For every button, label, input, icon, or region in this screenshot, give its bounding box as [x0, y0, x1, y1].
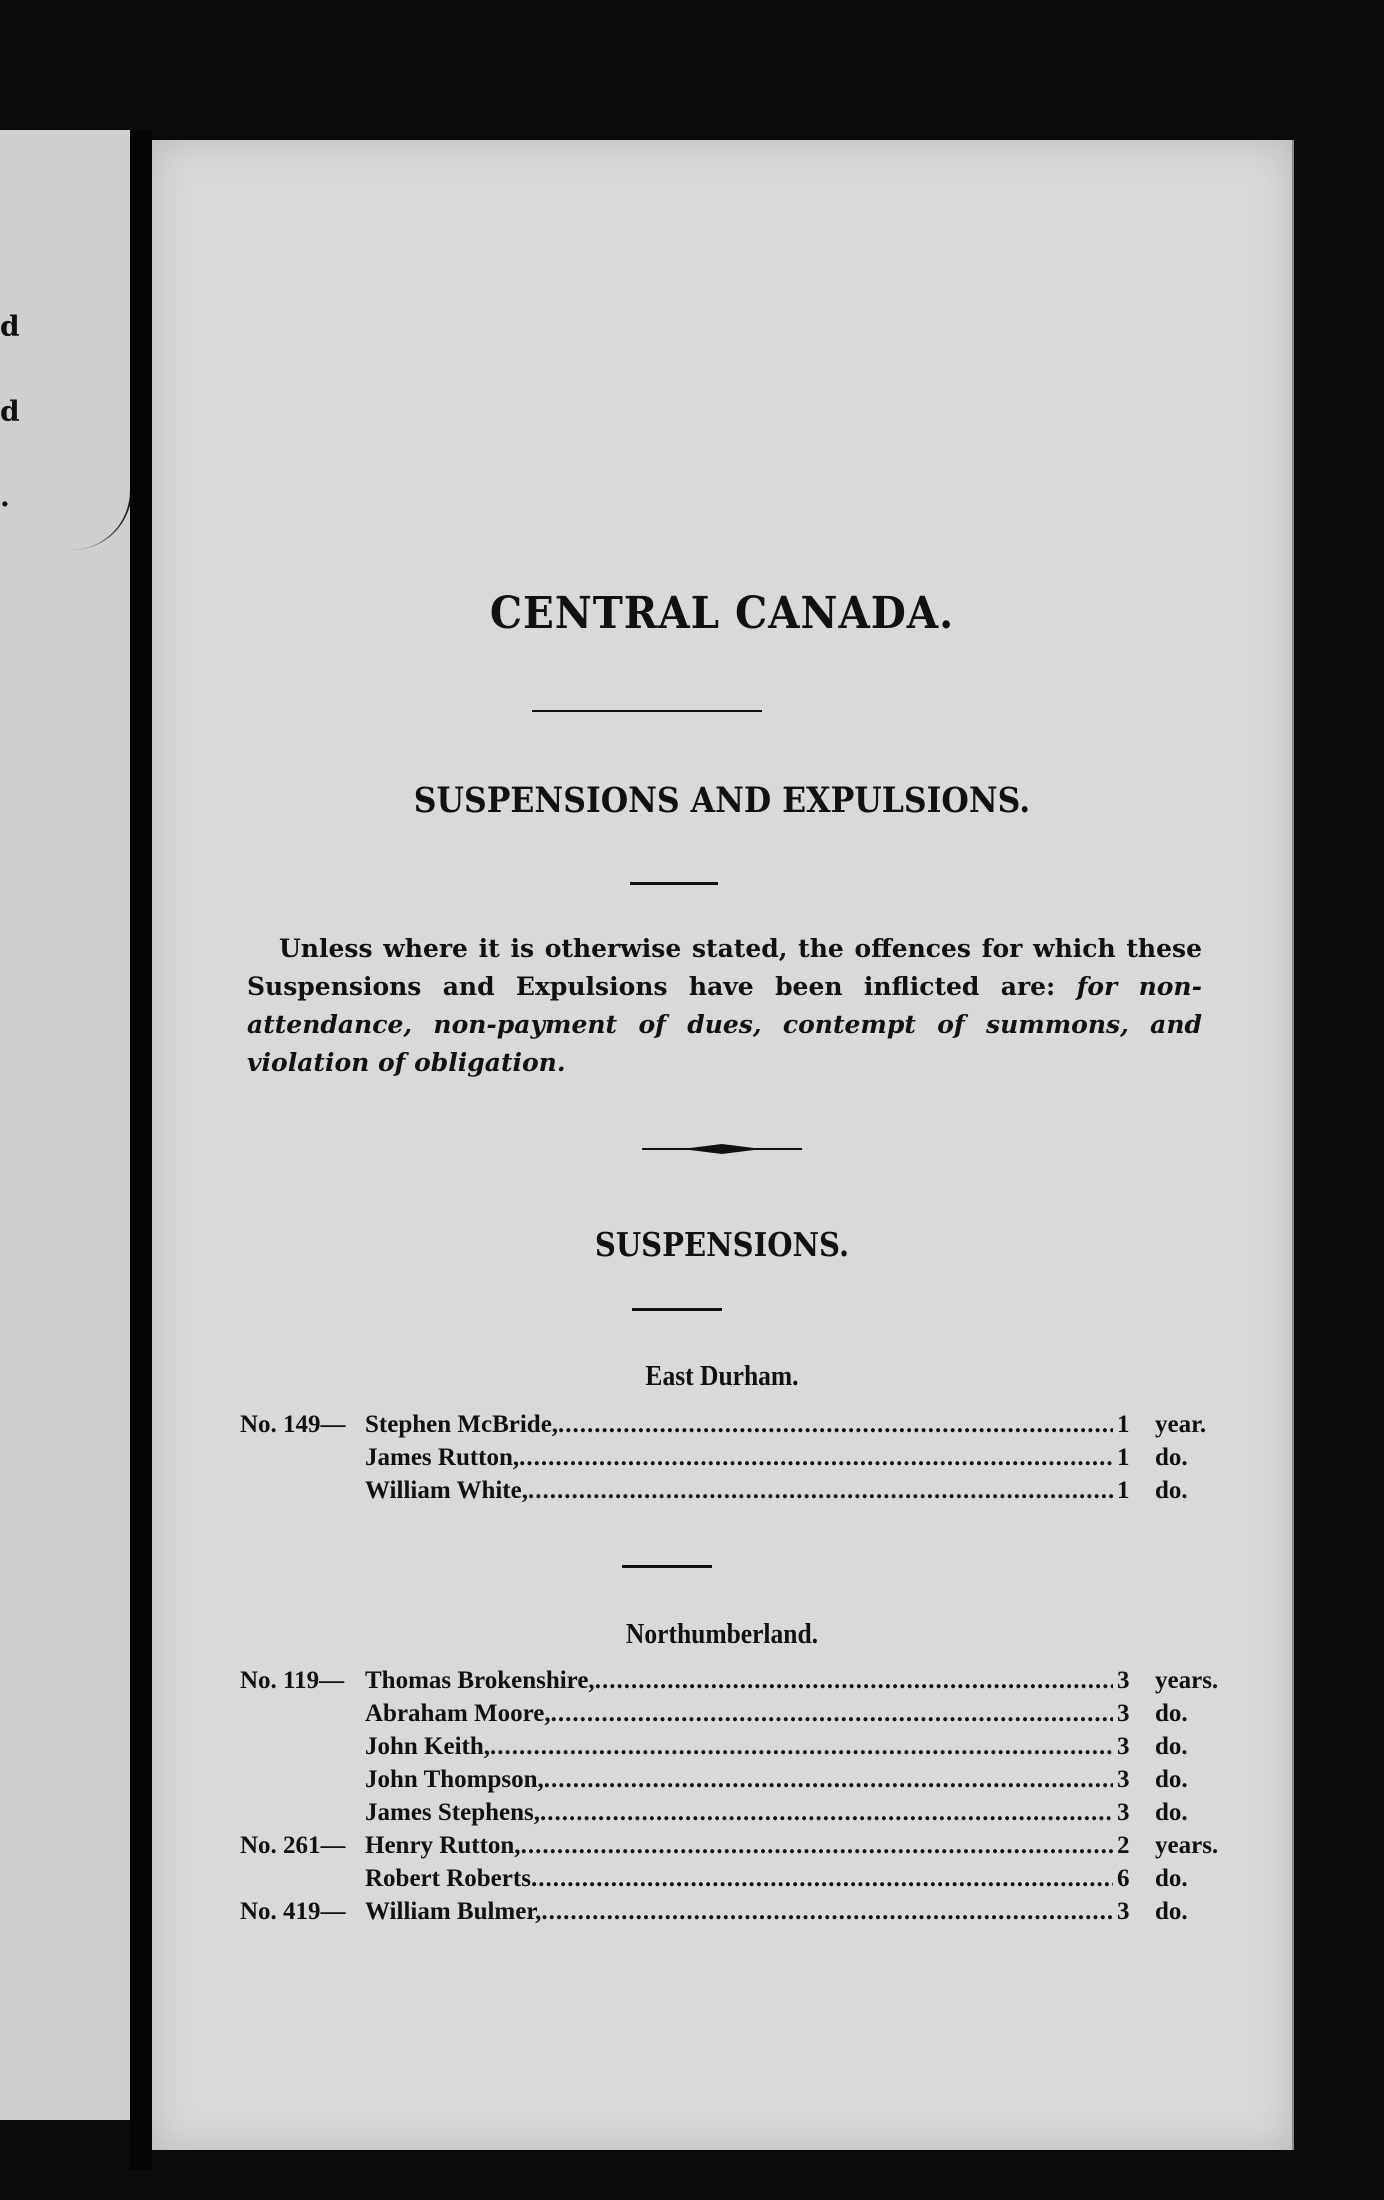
short-rule — [622, 1565, 712, 1568]
left-page-edge — [0, 130, 130, 2120]
intro-paragraph — [247, 930, 1202, 1082]
left-page-fragment: d — [0, 395, 20, 428]
list-item: John Thompson, ..... 3 do. — [240, 1763, 1240, 1796]
short-rule — [630, 882, 718, 885]
lodge-heading-northumberland: Northumberland. — [625, 1618, 819, 1650]
short-rule — [632, 1308, 722, 1311]
northumberland-list — [240, 1664, 1240, 1928]
book-page — [152, 140, 1292, 2150]
list-item: James Rutton, ..... 1 do. — [240, 1441, 1240, 1474]
suspensions-heading: SUSPENSIONS. — [594, 1225, 850, 1264]
left-page-fragment: . — [0, 480, 10, 513]
list-item: Abraham Moore, ..... 3 do. — [240, 1697, 1240, 1730]
intro-text: Unless where it is otherwise stated, the offences for which these Suspensions and Expulsions have been inflicted are: — [247, 934, 1202, 1001]
list-item: William White, ..... 1 do. — [240, 1474, 1240, 1507]
list-item: James Stephens, ..... 3 do. — [240, 1796, 1240, 1829]
east-durham-list — [240, 1408, 1240, 1507]
lodge-heading-east-durham: East Durham. — [645, 1360, 799, 1392]
title-rule — [532, 710, 762, 712]
left-page-curve — [20, 130, 132, 550]
left-page-fragment: d — [0, 310, 20, 343]
list-item: No. 119— Thomas Brokenshire, ..... 3 years. — [240, 1664, 1240, 1697]
book-gutter — [130, 130, 152, 2170]
list-item: No. 419— William Bulmer, ..... 3 do. — [240, 1895, 1240, 1928]
page-title: CENTRAL CANADA. — [489, 588, 955, 639]
list-item: Robert Roberts ..... 6 do. — [240, 1862, 1240, 1895]
list-item: No. 149— Stephen McBride, ..... 1 year. — [240, 1408, 1240, 1441]
list-item: No. 261— Henry Rutton, ..... 2 years. — [240, 1829, 1240, 1862]
ornament-divider — [152, 1142, 1292, 1156]
intro-italic-text: for non-attendance, non-payment of dues, contempt of summons, and violation of obligation. — [247, 972, 1202, 1077]
section-subtitle: SUSPENSIONS AND EXPULSIONS. — [413, 780, 1031, 821]
list-item: John Keith, ..... 3 do. — [240, 1730, 1240, 1763]
